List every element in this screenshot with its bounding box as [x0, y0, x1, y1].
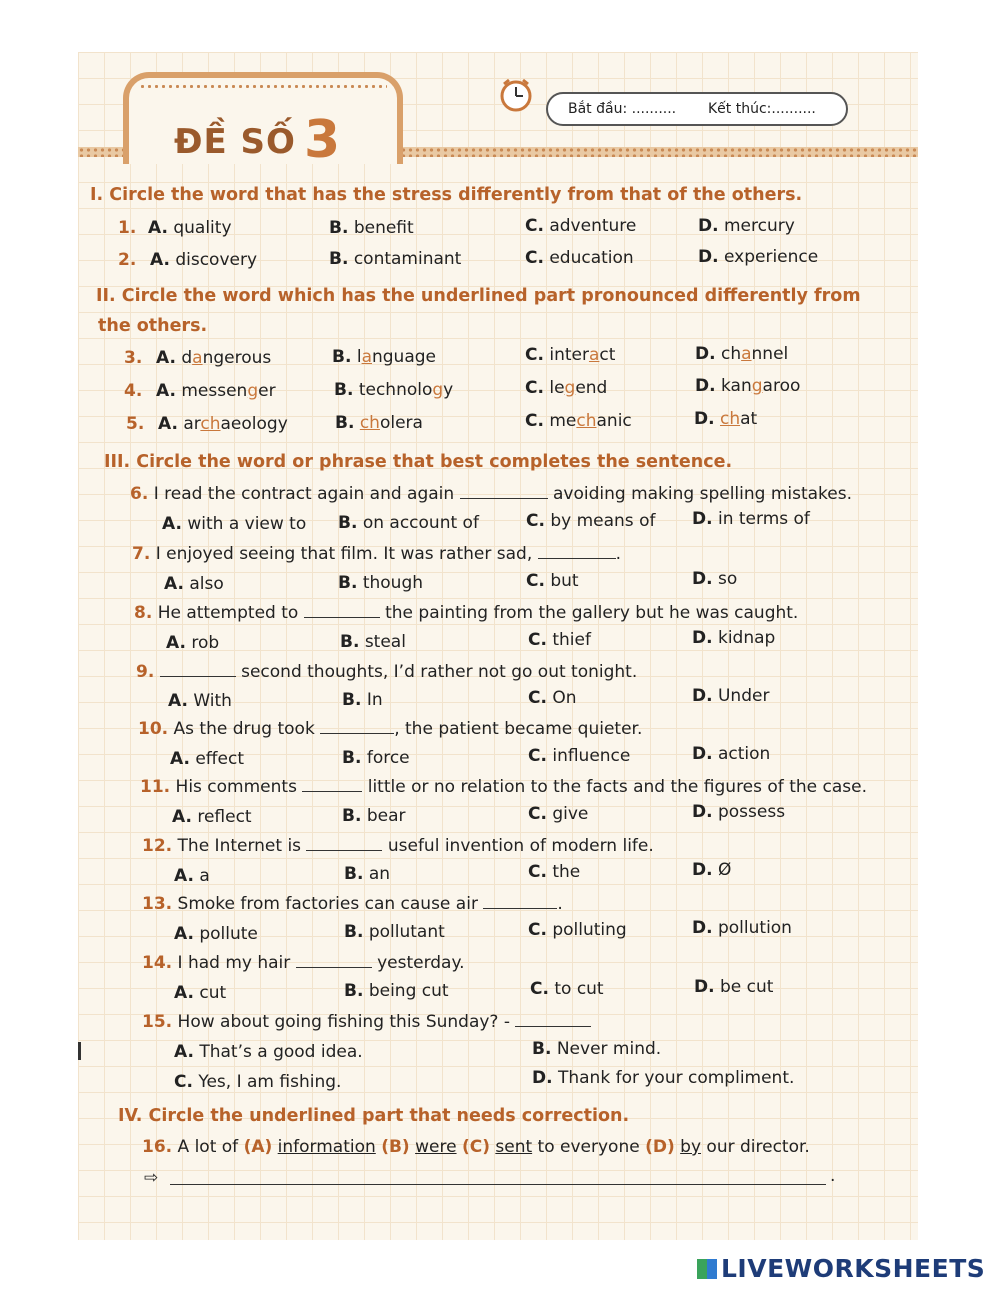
- question-6: 6. I read the contract again and again avoiding making spelling mistakes.: [130, 484, 853, 504]
- q7-option-d[interactable]: D. so: [692, 569, 738, 589]
- section-3-heading: III. Circle the word or phrase that best completes the sentence.: [104, 452, 733, 472]
- q13-option-b[interactable]: B. pollutant: [344, 922, 445, 942]
- answer-blank[interactable]: [320, 719, 394, 734]
- q14-option-b[interactable]: B. being cut: [344, 981, 449, 1001]
- q14-option-c[interactable]: C. to cut: [530, 979, 604, 999]
- q15-option-a[interactable]: A. That’s a good idea.: [174, 1042, 363, 1062]
- question-15: 15. How about going fishing this Sunday? -: [142, 1012, 591, 1032]
- question-16: 16. A lot of (A) information (B) were (C) sent to everyone (D) by our director.: [142, 1137, 810, 1157]
- question-10: 10. As the drug took , the patient became quieter.: [138, 719, 643, 739]
- q14-option-d[interactable]: D. be cut: [694, 977, 774, 997]
- answer-blank[interactable]: [296, 953, 372, 968]
- end-time-label: Kết thúc:..........: [708, 101, 816, 117]
- answer-blank[interactable]: [460, 484, 548, 499]
- question-7: 7. I enjoyed seeing that film. It was rather sad, .: [132, 544, 622, 564]
- question-5: 5.: [126, 414, 145, 434]
- q1-option-d[interactable]: D. mercury: [698, 216, 795, 236]
- option-d-marker[interactable]: (D): [645, 1137, 675, 1157]
- question-3: 3.: [124, 348, 143, 368]
- correction-arrow-icon: ⇨: [144, 1168, 159, 1188]
- q10-option-a[interactable]: A. effect: [170, 749, 244, 769]
- section-2-heading: II. Circle the word which has the underlined part pronounced differently from: [96, 286, 861, 306]
- option-b-marker[interactable]: (B): [381, 1137, 410, 1157]
- question-1: 1.: [118, 218, 137, 238]
- section-1-heading: I. Circle the word that has the stress differently from that of the others.: [90, 185, 803, 205]
- q3-option-c[interactable]: C. interact: [525, 345, 616, 365]
- section-2-heading-cont: the others.: [98, 316, 208, 336]
- answer-blank[interactable]: [160, 662, 236, 677]
- q15-option-c[interactable]: C. Yes, I am fishing.: [174, 1072, 342, 1092]
- q4-option-d[interactable]: D. kangaroo: [695, 376, 801, 396]
- q10-option-d[interactable]: D. action: [692, 744, 771, 764]
- q15-option-d[interactable]: D. Thank for your compliment.: [532, 1068, 795, 1088]
- q4-option-a[interactable]: A. messenger: [156, 381, 276, 401]
- answer-blank[interactable]: [515, 1012, 591, 1027]
- worksheet-page: [78, 52, 918, 1240]
- q7-option-b[interactable]: B. though: [338, 573, 424, 593]
- page-title: ĐỀ SỐ 3: [174, 110, 342, 170]
- question-8: 8. He attempted to the painting from the gallery but he was caught.: [134, 603, 799, 623]
- q2-option-d[interactable]: D. experience: [698, 247, 819, 267]
- q11-option-d[interactable]: D. possess: [692, 802, 786, 822]
- q7-option-c[interactable]: C. but: [526, 571, 579, 591]
- answer-blank[interactable]: [302, 777, 362, 792]
- q9-option-c[interactable]: C. On: [528, 688, 577, 708]
- q1-option-a[interactable]: A. quality: [148, 218, 232, 238]
- section-4-heading: IV. Circle the underlined part that needs correction.: [118, 1106, 630, 1126]
- answer-blank[interactable]: [538, 544, 616, 559]
- q6-option-c[interactable]: C. by means of: [526, 511, 656, 531]
- q9-option-d[interactable]: D. Under: [692, 686, 770, 706]
- q11-option-b[interactable]: B. bear: [342, 806, 406, 826]
- liveworksheets-logo-icon: [697, 1259, 717, 1279]
- q11-option-a[interactable]: A. reflect: [172, 807, 252, 827]
- q2-option-a[interactable]: A. discovery: [150, 250, 258, 270]
- answer-blank[interactable]: [306, 836, 382, 851]
- q3-option-a[interactable]: A. dangerous: [156, 348, 272, 368]
- answer-blank[interactable]: [483, 894, 557, 909]
- q7-option-a[interactable]: A. also: [164, 574, 224, 594]
- q2-option-b[interactable]: B. contaminant: [329, 249, 462, 269]
- correction-period: .: [830, 1166, 836, 1186]
- question-14: 14. I had my hair yesterday.: [142, 953, 465, 973]
- question-9: 9. second thoughts, I’d rather not go out tonight.: [136, 662, 638, 682]
- q12-option-d[interactable]: D. Ø: [692, 860, 732, 880]
- q3-option-d[interactable]: D. channel: [695, 344, 789, 364]
- q4-option-c[interactable]: C. legend: [525, 378, 608, 398]
- q10-option-c[interactable]: C. influence: [528, 746, 631, 766]
- q6-option-b[interactable]: B. on account of: [338, 513, 479, 533]
- q9-option-b[interactable]: B. In: [342, 690, 383, 710]
- question-2: 2.: [118, 250, 137, 270]
- q14-option-a[interactable]: A. cut: [174, 983, 227, 1003]
- q12-option-a[interactable]: A. a: [174, 866, 210, 886]
- question-12: 12. The Internet is useful invention of modern life.: [142, 836, 654, 856]
- q5-option-c[interactable]: C. mechanic: [525, 411, 632, 431]
- question-4: 4.: [124, 381, 143, 401]
- q8-option-c[interactable]: C. thief: [528, 630, 591, 650]
- option-c-marker[interactable]: (C): [461, 1137, 490, 1157]
- correction-answer-line[interactable]: [170, 1184, 826, 1185]
- q2-option-c[interactable]: C. education: [525, 248, 634, 268]
- question-11: 11. His comments little or no relation to the facts and the figures of the case.: [140, 777, 867, 797]
- start-time-label: Bắt đầu: ..........: [568, 101, 677, 117]
- liveworksheets-logo: LIVEWORKSHEETS: [697, 1254, 985, 1283]
- q9-option-a[interactable]: A. With: [168, 691, 232, 711]
- q8-option-d[interactable]: D. kidnap: [692, 628, 776, 648]
- q6-option-a[interactable]: A. with a view to: [162, 514, 307, 534]
- q5-option-a[interactable]: A. archaeology: [158, 414, 288, 434]
- option-a-marker[interactable]: (A): [243, 1137, 273, 1157]
- q4-option-b[interactable]: B. technology: [334, 380, 454, 400]
- q11-option-c[interactable]: C. give: [528, 804, 589, 824]
- q8-option-a[interactable]: A. rob: [166, 633, 220, 653]
- q15-option-b[interactable]: B. Never mind.: [532, 1039, 662, 1059]
- q5-option-d[interactable]: D. chat: [694, 409, 758, 429]
- answer-blank[interactable]: [304, 603, 380, 618]
- q10-option-b[interactable]: B. force: [342, 748, 410, 768]
- page-edge-mark: [78, 1042, 81, 1060]
- q12-option-c[interactable]: C. the: [528, 862, 581, 882]
- q5-option-b[interactable]: B. cholera: [335, 413, 423, 433]
- q8-option-b[interactable]: B. steal: [340, 632, 406, 652]
- q13-option-c[interactable]: C. polluting: [528, 920, 627, 940]
- q12-option-b[interactable]: B. an: [344, 864, 391, 884]
- q3-option-b[interactable]: B. language: [332, 347, 436, 367]
- q13-option-a[interactable]: A. pollute: [174, 924, 258, 944]
- q13-option-d[interactable]: D. pollution: [692, 918, 792, 938]
- q1-option-c[interactable]: C. adventure: [525, 216, 637, 236]
- question-13: 13. Smoke from factories can cause air .: [142, 894, 563, 914]
- q1-option-b[interactable]: B. benefit: [329, 218, 414, 238]
- q6-option-d[interactable]: D. in terms of: [692, 509, 810, 529]
